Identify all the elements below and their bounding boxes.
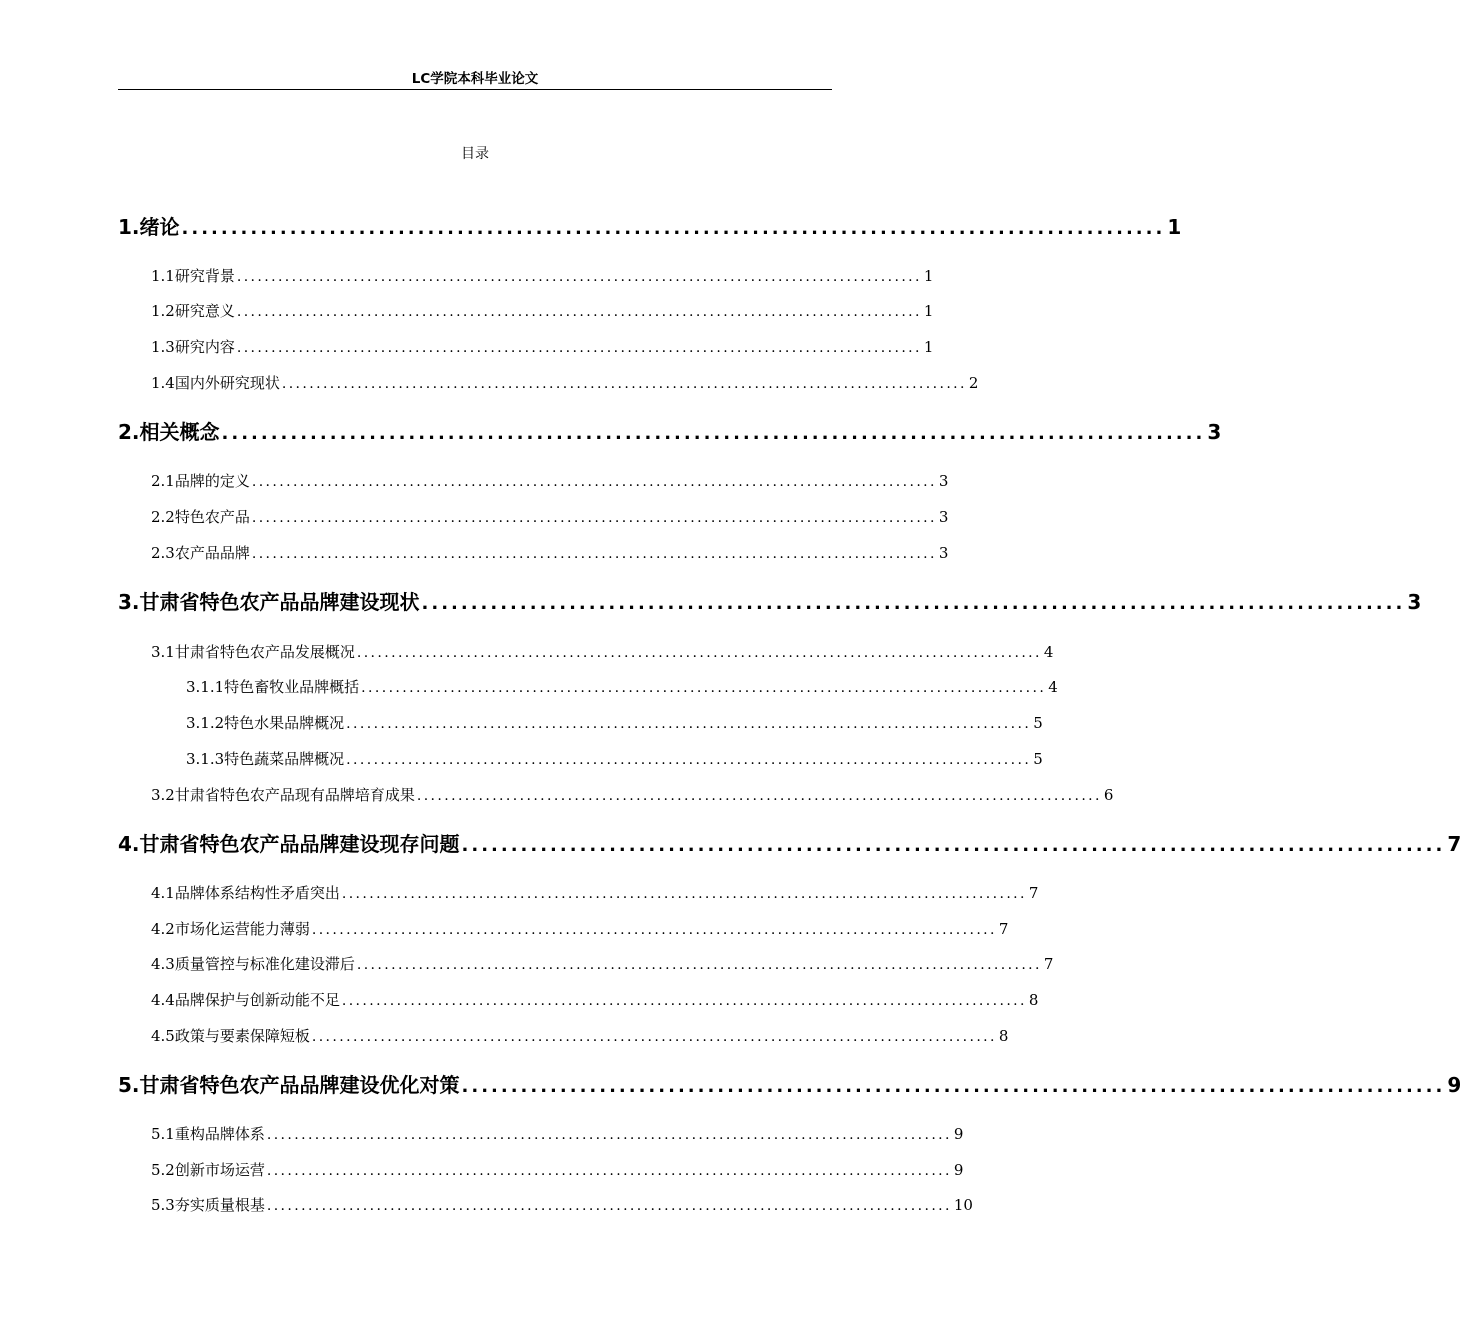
toc-entry-label: 3.2甘肃省特色农产品现有品牌培育成果 [151, 786, 415, 804]
toc-page-number: 9 [953, 1125, 964, 1143]
toc-page-number: 3 [1207, 420, 1222, 444]
toc-entry-label: 5.3夯实质量根基 [151, 1196, 265, 1214]
toc-entry-label: 4.3质量管控与标准化建设滞后 [151, 955, 355, 973]
toc-leader: .................................................................................................... [181, 218, 1166, 239]
toc-entry-label: 1.3研究内容 [151, 338, 235, 356]
toc-leader: .................................................................................................... [236, 304, 922, 320]
toc-page-number: 1 [923, 267, 934, 285]
toc-entry-label: 3.1甘肃省特色农产品发展概况 [151, 643, 355, 661]
toc-entry-3-1-3[interactable] [186, 747, 1043, 771]
toc-leader: .................................................................................................... [356, 645, 1042, 661]
toc-entry-4-3[interactable] [151, 952, 1054, 976]
toc-entry-ch4[interactable] [118, 829, 1461, 859]
toc-page-number: 8 [1028, 991, 1039, 1009]
toc-leader: .................................................................................................... [461, 1076, 1446, 1097]
toc-entry-2-1[interactable] [151, 469, 949, 493]
toc-entry-label: 2.3农产品品牌 [151, 544, 250, 562]
toc-entry-5-3[interactable] [151, 1193, 973, 1217]
toc-entry-label: 5.甘肃省特色农产品品牌建设优化对策 [118, 1073, 460, 1097]
toc-leader: .................................................................................................... [236, 340, 922, 356]
toc-entry-ch3[interactable] [118, 587, 1422, 617]
toc-leader: .................................................................................................... [266, 1198, 952, 1214]
toc-entry-1-4[interactable] [151, 371, 979, 395]
toc-page-number: 6 [1103, 786, 1114, 804]
toc-page-number: 7 [1028, 884, 1039, 902]
toc-page-number: 4 [1043, 643, 1054, 661]
toc-entry-label: 3.1.2特色水果品牌概况 [186, 714, 345, 732]
toc-entry-label: 1.2研究意义 [151, 302, 235, 320]
toc-entry-label: 5.1重构品牌体系 [151, 1125, 265, 1143]
toc-leader: .................................................................................................... [341, 886, 1027, 902]
toc-entry-label: 3.1.1特色畜牧业品牌概括 [186, 678, 360, 696]
toc-entry-4-4[interactable] [151, 988, 1039, 1012]
toc-page-number: 9 [1447, 1073, 1461, 1097]
toc-entry-ch1[interactable] [118, 212, 1182, 242]
toc-entry-label: 4.1品牌体系结构性矛盾突出 [151, 884, 340, 902]
toc-leader: .................................................................................................... [266, 1127, 952, 1143]
toc-page-number: 7 [1043, 955, 1054, 973]
toc-entry-3-1[interactable] [151, 640, 1054, 664]
toc-entry-3-2[interactable] [151, 783, 1114, 807]
toc-entry-1-3[interactable] [151, 335, 934, 359]
toc-entry-label: 3.1.3特色蔬菜品牌概况 [186, 750, 345, 768]
toc-page-number: 1 [923, 302, 934, 320]
toc-entry-5-1[interactable] [151, 1122, 964, 1146]
toc-entry-3-1-1[interactable] [186, 675, 1058, 699]
toc-entry-label: 4.4品牌保护与创新动能不足 [151, 991, 340, 1009]
toc-page-number: 4 [1048, 678, 1058, 696]
toc-page-number: 3 [938, 472, 949, 490]
toc-page-number: 3 [938, 508, 949, 526]
toc-entry-label: 1.绪论 [118, 215, 180, 239]
toc-leader: .................................................................................................... [311, 1029, 997, 1045]
toc-leader: .................................................................................................... [356, 957, 1042, 973]
toc-entry-4-5[interactable] [151, 1024, 1009, 1048]
toc-page-number: 3 [1407, 590, 1422, 614]
toc-entry-label: 4.甘肃省特色农产品品牌建设现存问题 [118, 832, 460, 856]
toc-page-number: 2 [968, 374, 979, 392]
toc-entry-5-2[interactable] [151, 1158, 964, 1182]
toc-entry-2-2[interactable] [151, 505, 949, 529]
toc-leader: .................................................................................................... [311, 922, 997, 938]
toc-leader: .................................................................................................... [266, 1163, 952, 1179]
toc-page-number: 5 [1033, 750, 1043, 768]
toc-entry-label: 2.2特色农产品 [151, 508, 250, 526]
toc-entry-4-2[interactable] [151, 917, 1009, 941]
toc-leader: .................................................................................................... [421, 593, 1406, 614]
toc-leader: .................................................................................................... [341, 993, 1027, 1009]
toc-entry-label: 5.2创新市场运营 [151, 1161, 265, 1179]
toc-leader: .................................................................................................... [416, 788, 1102, 804]
toc-leader: .................................................................................................... [236, 269, 922, 285]
toc-entry-1-1[interactable] [151, 264, 934, 288]
toc-entry-label: 1.4国内外研究现状 [151, 374, 280, 392]
toc-page-number: 7 [1447, 832, 1461, 856]
toc-entry-2-3[interactable] [151, 541, 949, 565]
toc-entry-label: 1.1研究背景 [151, 267, 235, 285]
toc-page-number: 7 [998, 920, 1009, 938]
toc-entry-label: 4.5政策与要素保障短板 [151, 1027, 310, 1045]
toc-leader: .................................................................................................... [221, 423, 1206, 444]
toc-page-number: 1 [923, 338, 934, 356]
toc-page-number: 3 [938, 544, 949, 562]
toc-entry-label: 2.相关概念 [118, 420, 220, 444]
toc-leader: .................................................................................................... [346, 752, 1032, 768]
toc-entry-ch2[interactable] [118, 417, 1222, 447]
toc-leader: .................................................................................................... [361, 680, 1047, 696]
toc-page-number: 1 [1167, 215, 1182, 239]
toc-entry-4-1[interactable] [151, 881, 1039, 905]
toc-entry-label: 4.2市场化运营能力薄弱 [151, 920, 310, 938]
toc-entry-label: 3.甘肃省特色农产品品牌建设现状 [118, 590, 420, 614]
toc-entry-1-2[interactable] [151, 299, 934, 323]
toc-entry-3-1-2[interactable] [186, 711, 1043, 735]
toc-page-number: 10 [953, 1196, 973, 1214]
toc-entry-ch5[interactable] [118, 1070, 1461, 1100]
toc-page-number: 5 [1033, 714, 1043, 732]
toc-leader: .................................................................................................... [251, 546, 937, 562]
toc-leader: .................................................................................................... [281, 376, 967, 392]
toc-entry-label: 2.1品牌的定义 [151, 472, 250, 490]
toc-page-number: 8 [998, 1027, 1009, 1045]
toc-title: 目录 [461, 146, 489, 162]
running-header: LC学院本科毕业论文 [411, 71, 539, 87]
toc-leader: .................................................................................................... [346, 716, 1032, 732]
toc-leader: .................................................................................................... [461, 835, 1446, 856]
toc-page-number: 9 [953, 1161, 964, 1179]
toc-leader: .................................................................................................... [251, 474, 937, 490]
toc-leader: .................................................................................................... [251, 510, 937, 526]
